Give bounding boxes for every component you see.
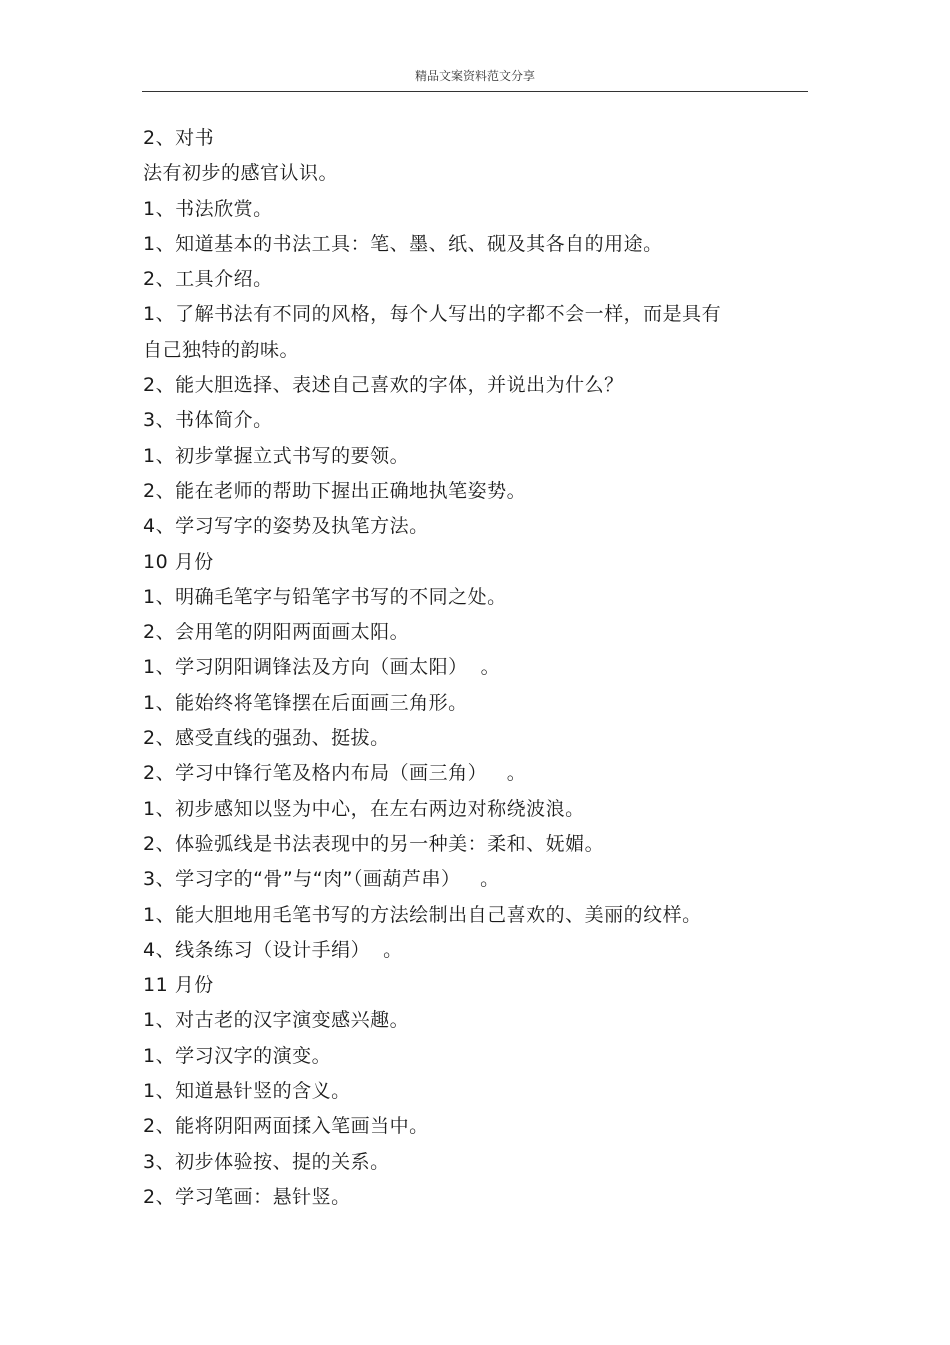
text-line: 4、线条练习（设计手绢） 。 [143,938,403,961]
text-line: 2、学习中锋行笔及格内布局（画三角） 。 [143,762,527,785]
text-line: 2、能大胆选择、表述自己喜欢的字体，并说出为什么？ [143,374,624,397]
text-line: 2、体验弧线是书法表现中的另一种美：柔和、妩媚。 [143,832,605,855]
section-heading-november: 11 月份 [143,974,214,997]
text-line: 2、会用笔的阴阳两面画太阳。 [143,621,410,644]
text-line: 2、工具介绍。 [143,268,273,291]
text-line: 1、能大胆地用毛笔书写的方法绘制出自己喜欢的、美丽的纹样。 [143,903,702,926]
text-line: 法有初步的感官认识。 [143,162,339,185]
text-line: 1、初步掌握立式书写的要领。 [143,444,410,467]
text-line: 1、对古老的汉字演变感兴趣。 [143,1009,410,1032]
page-header [142,64,808,92]
header-title: 精品文案资料范文分享 [414,69,535,83]
text-line: 1、初步感知以竖为中心，在左右两边对称绕波浪。 [143,797,585,820]
section-heading-october: 10 月份 [143,550,214,573]
text-line: 1、明确毛笔字与铅笔字书写的不同之处。 [143,585,507,608]
text-line: 自己独特的韵味。 [143,338,300,361]
text-line: 2、感受直线的强劲、挺拔。 [143,727,390,750]
text-line: 3、书体简介。 [143,409,273,432]
text-line: 1、学习汉字的演变。 [143,1044,332,1067]
text-line: 3、学习字的“骨”与“肉”（画葫芦串） 。 [143,868,500,891]
text-line: 1、书法欣赏。 [143,197,273,220]
document-body [143,121,783,1215]
text-line: 1、学习阴阳调锋法及方向（画太阳） 。 [143,656,501,679]
text-line: 1、了解书法有不同的风格，每个人写出的字都不会一样，而是具有 [143,303,722,326]
text-line: 3、初步体验按、提的关系。 [143,1150,390,1173]
text-line: 1、知道基本的书法工具：笔、墨、纸、砚及其各自的用途。 [143,232,663,255]
text-line: 1、知道悬针竖的含义。 [143,1080,351,1103]
text-line: 2、能将阴阳两面揉入笔画当中。 [143,1115,429,1138]
text-line: 2、能在老师的帮助下握出正确地执笔姿势。 [143,479,527,502]
text-line: 1、能始终将笔锋摆在后面画三角形。 [143,691,468,714]
text-line: 2、对书 [143,127,215,149]
text-line: 2、学习笔画：悬针竖。 [143,1185,351,1208]
text-line: 4、学习写字的姿势及执笔方法。 [143,515,429,538]
